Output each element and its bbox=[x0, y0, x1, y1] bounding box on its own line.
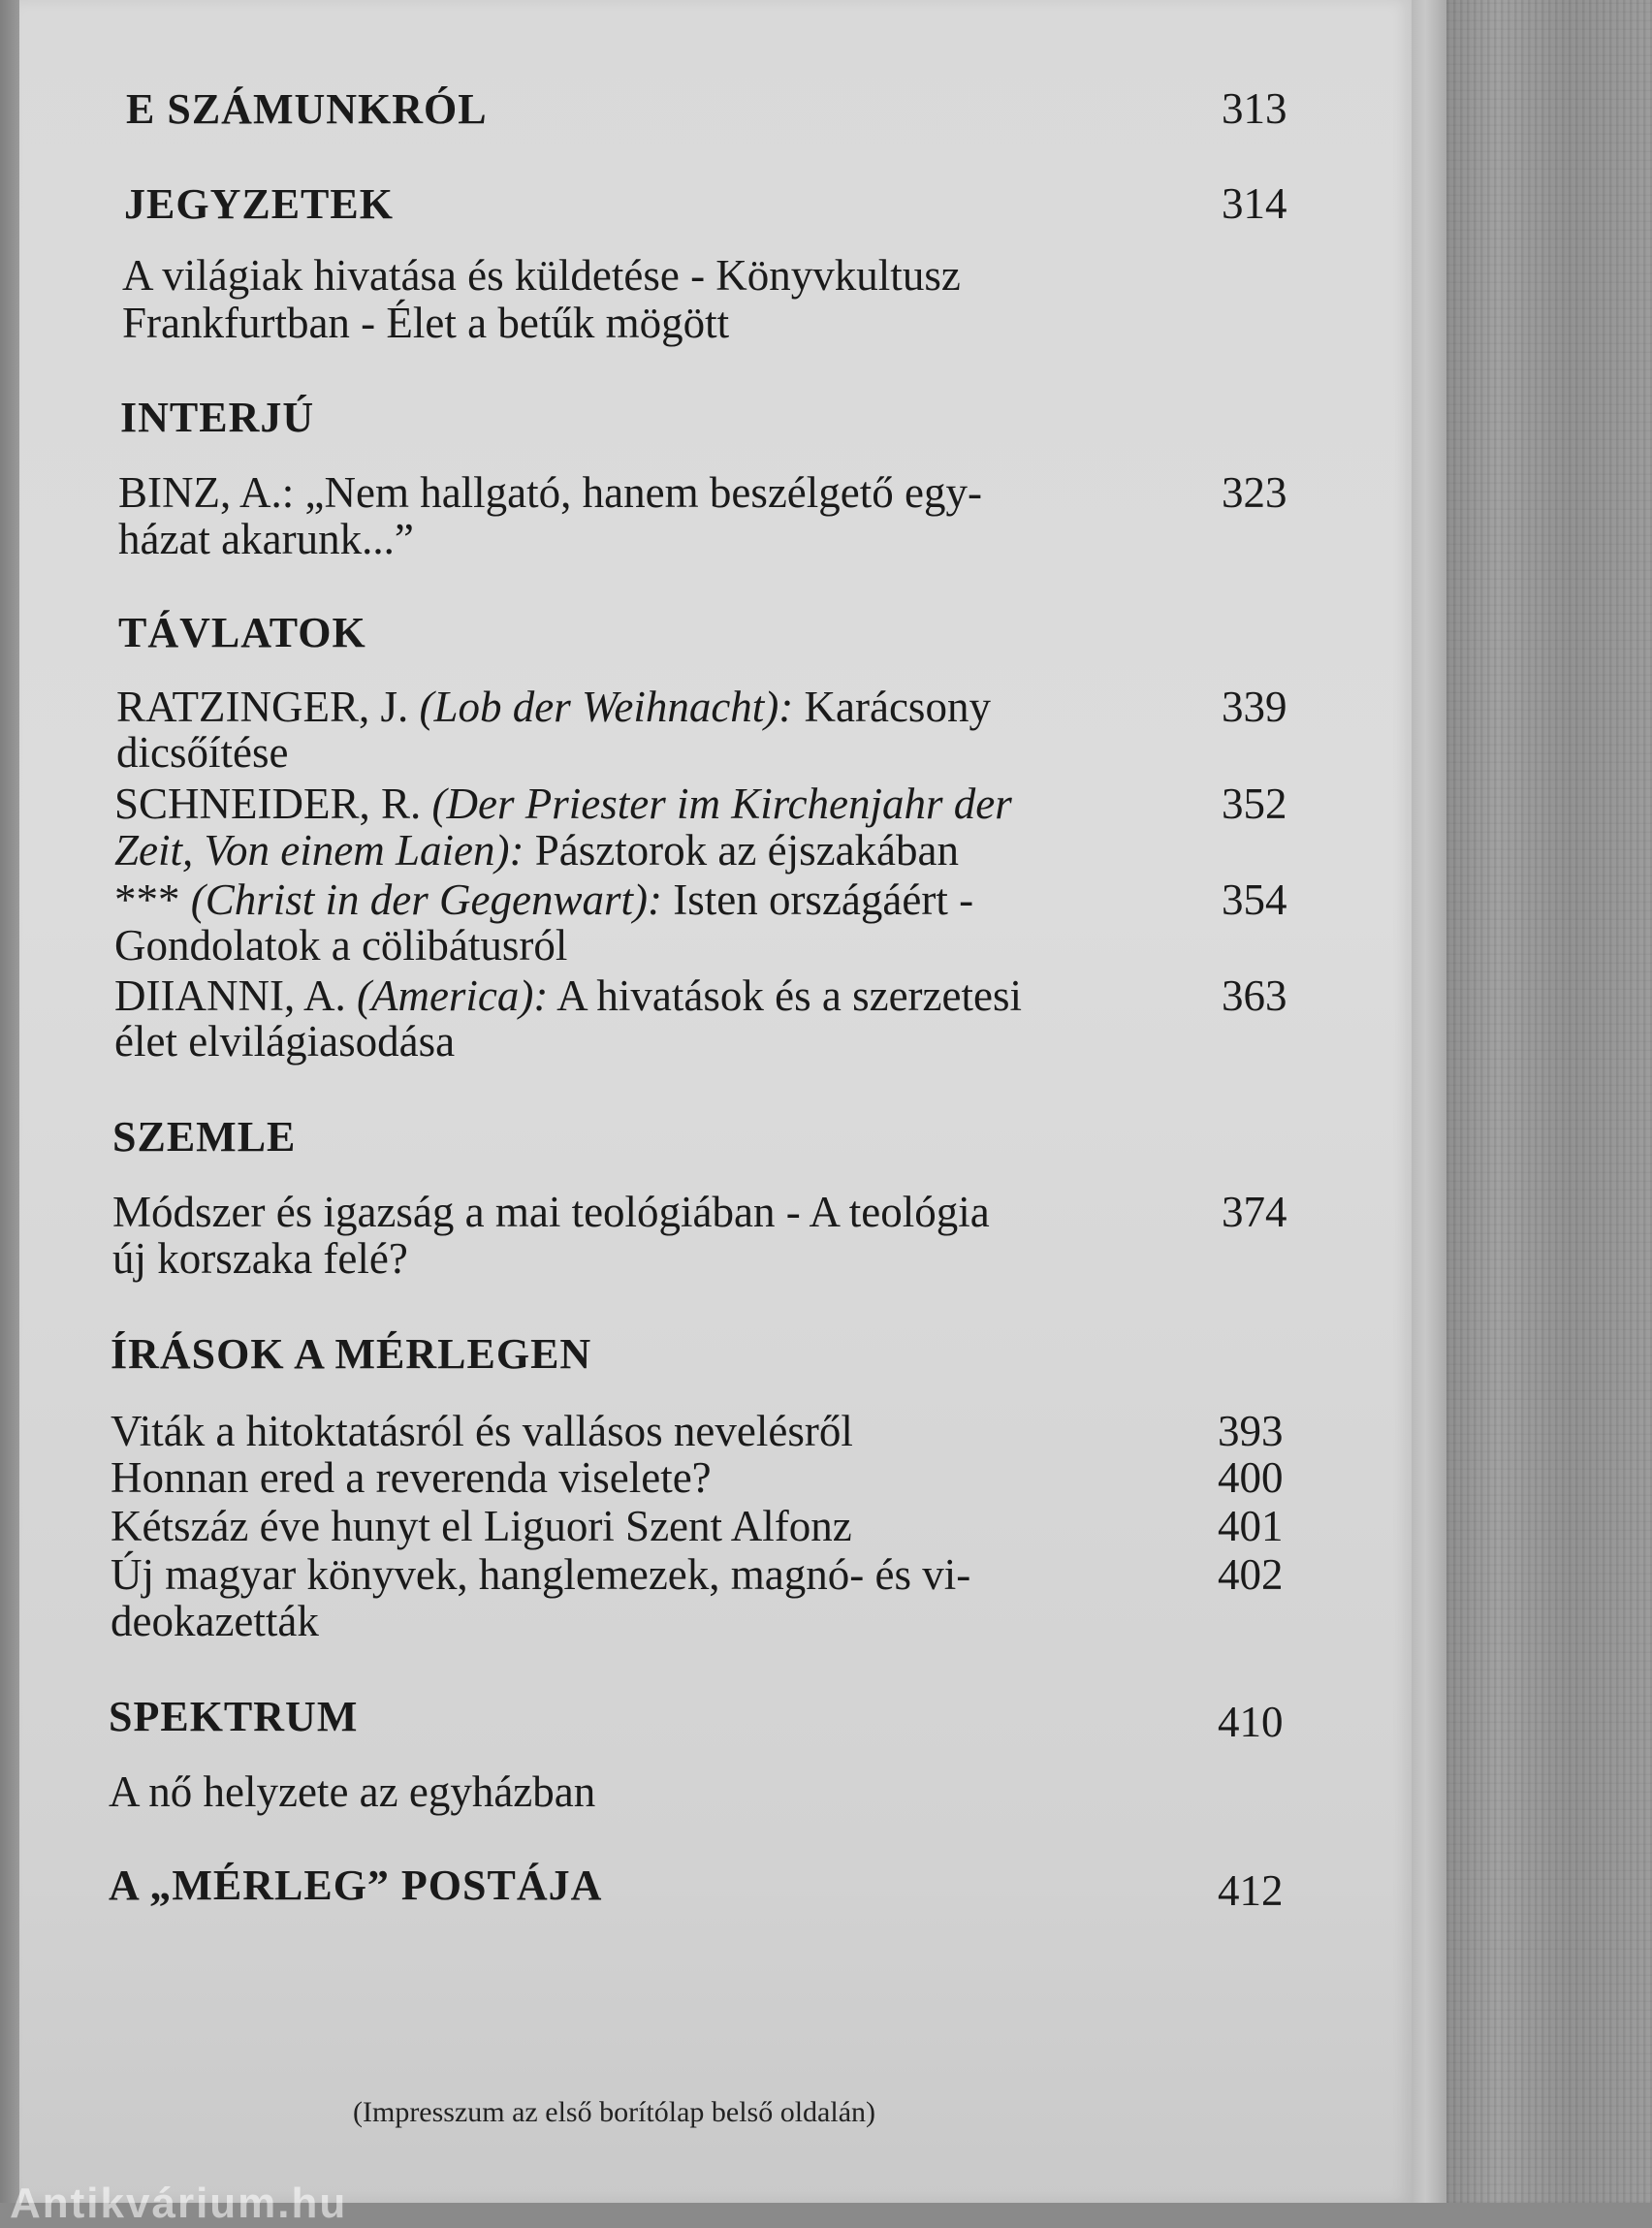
book-spine-background bbox=[1446, 0, 1652, 2203]
section-title: ÍRÁSOK A MÉRLEGEN bbox=[111, 1330, 592, 1378]
page-number: 400 bbox=[1218, 1453, 1284, 1502]
entry-title: Isten országáért - bbox=[661, 875, 974, 924]
entry-text: BINZ, A.: „Nem hallgató, hanem beszélgető egy- bbox=[118, 468, 982, 517]
section-title: SPEKTRUM bbox=[109, 1693, 359, 1740]
entry-text: Kétszáz éve hunyt el Liguori Szent Alfonz bbox=[111, 1502, 852, 1550]
entry-text: Gondolatok a cölibátusról bbox=[114, 921, 568, 970]
page-number: 354 bbox=[1222, 875, 1287, 924]
entry-text: Viták a hitoktatásról és vallásos nevelésről bbox=[111, 1407, 853, 1455]
entry-text: élet elvilágiasodása bbox=[114, 1017, 456, 1066]
entry-text: új korszaka felé? bbox=[112, 1234, 408, 1283]
entry-title: Pásztorok az éjszakában bbox=[524, 826, 959, 875]
section-title: TÁVLATOK bbox=[118, 609, 366, 656]
entry-text bbox=[114, 972, 1202, 1020]
page-number: 412 bbox=[1218, 1866, 1284, 1915]
entry-author: DIIANNI, A. bbox=[114, 971, 357, 1020]
page-number: 410 bbox=[1218, 1698, 1284, 1746]
page-number: 323 bbox=[1222, 468, 1287, 517]
entry-source: (Lob der Weihnacht): bbox=[419, 683, 794, 731]
entry-text bbox=[114, 827, 1200, 875]
entry-text bbox=[116, 684, 1202, 731]
entry-text: Új magyar könyvek, hanglemezek, magnó- és vi- bbox=[111, 1550, 971, 1599]
entry-title: A hivatások és a szerzetesi bbox=[548, 971, 1022, 1020]
section-title: E SZÁMUNKRÓL bbox=[126, 85, 488, 133]
section-title: SZEMLE bbox=[112, 1113, 297, 1161]
entry-text bbox=[114, 876, 1202, 924]
entry-title: Karácsony bbox=[793, 683, 991, 731]
section-title: JEGYZETEK bbox=[124, 180, 394, 228]
entry-source: (Der Priester im Kirchenjahr der bbox=[431, 780, 1012, 828]
cover-edge bbox=[1412, 0, 1446, 2203]
page-number: 352 bbox=[1222, 780, 1287, 828]
entry-author: SCHNEIDER, R. bbox=[114, 780, 432, 828]
entry-text: deokazetták bbox=[111, 1597, 319, 1645]
section-title: A „MÉRLEG” POSTÁJA bbox=[109, 1862, 603, 1909]
entry-source: (America): bbox=[356, 971, 549, 1020]
book-page bbox=[19, 0, 1412, 2203]
entry-author: *** bbox=[114, 875, 191, 924]
entry-source: (Christ in der Gegenwart): bbox=[190, 875, 662, 924]
page-number: 339 bbox=[1222, 683, 1287, 731]
entry-author: RATZINGER, J. bbox=[116, 683, 420, 731]
section-title: INTERJÚ bbox=[120, 394, 315, 441]
entry-text: Honnan ered a reverenda viselete? bbox=[111, 1453, 712, 1502]
page-number: 313 bbox=[1222, 84, 1287, 133]
entry-text: házat akarunk...” bbox=[118, 515, 414, 563]
page-number: 363 bbox=[1222, 971, 1287, 1020]
entry-text: dicsőítése bbox=[116, 728, 289, 777]
page-number: 374 bbox=[1222, 1188, 1287, 1236]
page-number: 402 bbox=[1218, 1550, 1284, 1599]
page-number: 314 bbox=[1222, 179, 1287, 228]
table-of-contents bbox=[19, 0, 1412, 2203]
entry-text bbox=[114, 780, 1202, 828]
page-number: 401 bbox=[1218, 1502, 1284, 1550]
entry-text: Frankfurtban - Élet a betűk mögött bbox=[122, 299, 730, 347]
watermark: Antikvárium.hu bbox=[10, 2180, 348, 2227]
entry-text: Módszer és igazság a mai teológiában - A teológia bbox=[112, 1188, 990, 1236]
impressum-note: (Impresszum az első borítólap belső oldalán) bbox=[353, 2096, 876, 2128]
entry-text: A nő helyzete az egyházban bbox=[109, 1767, 596, 1816]
page-number: 393 bbox=[1218, 1407, 1284, 1455]
entry-text: A világiak hivatása és küldetése - Könyvkultusz bbox=[122, 251, 961, 300]
entry-source: Zeit, Von einem Laien): bbox=[114, 826, 524, 875]
